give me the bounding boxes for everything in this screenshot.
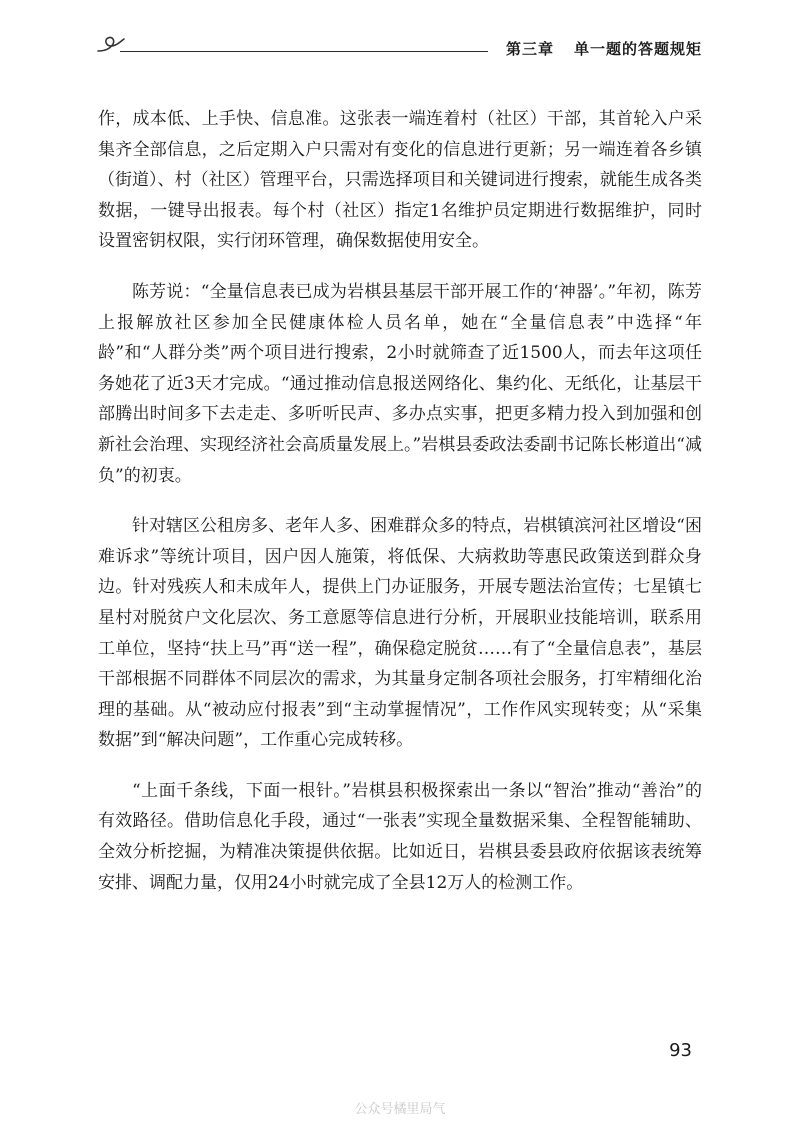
page-number: 93: [669, 1040, 692, 1061]
chapter-number: 第三章: [505, 40, 554, 58]
chapter-title: 单一题的答题规矩: [573, 40, 702, 58]
body-text: [98, 104, 702, 918]
flourish-icon: [96, 32, 126, 56]
running-header: [96, 30, 702, 64]
paragraph: 作，成本低、上手快、信息准。这张表一端连着村（社区）干部，其首轮入户采集齐全部信息，之后定期入户只需对有变化的信息进行更新；另一端连着各乡镇（街道）、村（社区）管理平台，只需选择项目和关键词进行搜索，就能生成各类数据，一键导出报表。每个村（社区）指定1名维护员定期进行数据维护，同时设置密钥权限，实行闭环管理，确保数据使用安全。: [98, 109, 702, 252]
paragraph: “上面千条线，下面一根针。”岩棋县积极探索出一条以“智治”推动“善治”的有效路径。借助信息化手段，通过“一张表”实现全量数据采集、全程智能辅助、全效分析挖掘，为精准决策提供依据。比如近日，岩棋县委县政府依据该表统筹安排、调配力量，仅用24小时就完成了全县12万人的检测工作。: [98, 780, 702, 893]
header-rule: [120, 51, 488, 52]
paragraph: 陈芳说：“全量信息表已成为岩棋县基层干部开展工作的‘神器’。”年初，陈芳上报解放社区参加全民健康体检人员名单，她在“全量信息表”中选择“年龄”和“人群分类”两个项目进行搜索，2小时就筛查了近1500人，而去年这项任务她花了近3天才完成。“通过推动信息报送网络化、集约化、无纸化，让基层干部腾出时间多下去走走、多听听民声、多办点实事，把更多精力投入到加强和创新社会治理、实现经济社会高质量发展上。”岩棋县委政法委副书记陈长彬道出“减负”的初衷。: [98, 281, 702, 486]
chapter-heading: [506, 38, 702, 59]
paragraph: 针对辖区公租房多、老年人多、困难群众多的特点，岩棋镇滨河社区增设“困难诉求”等统计项目，因户因人施策，将低保、大病救助等惠民政策送到群众身边。针对残疾人和未成年人，提供上门办证服务，开展专题法治宣传；七星镇七星村对脱贫户文化层次、务工意愿等信息进行分析，开展职业技能培训，联系用工单位，坚持“扶上马”再“送一程”，确保稳定脱贫……有了“全量信息表”，基层干部根据不同群体不同层次的需求，为其量身定制各项社会服务，打牢精细化治理的基础。从“被动应付报表”到“主动掌握情况”，工作作风实现转变；从“采集数据”到“解决问题”，工作重心完成转移。: [98, 516, 702, 751]
watermark: 公众号橘里局气: [354, 1102, 446, 1117]
